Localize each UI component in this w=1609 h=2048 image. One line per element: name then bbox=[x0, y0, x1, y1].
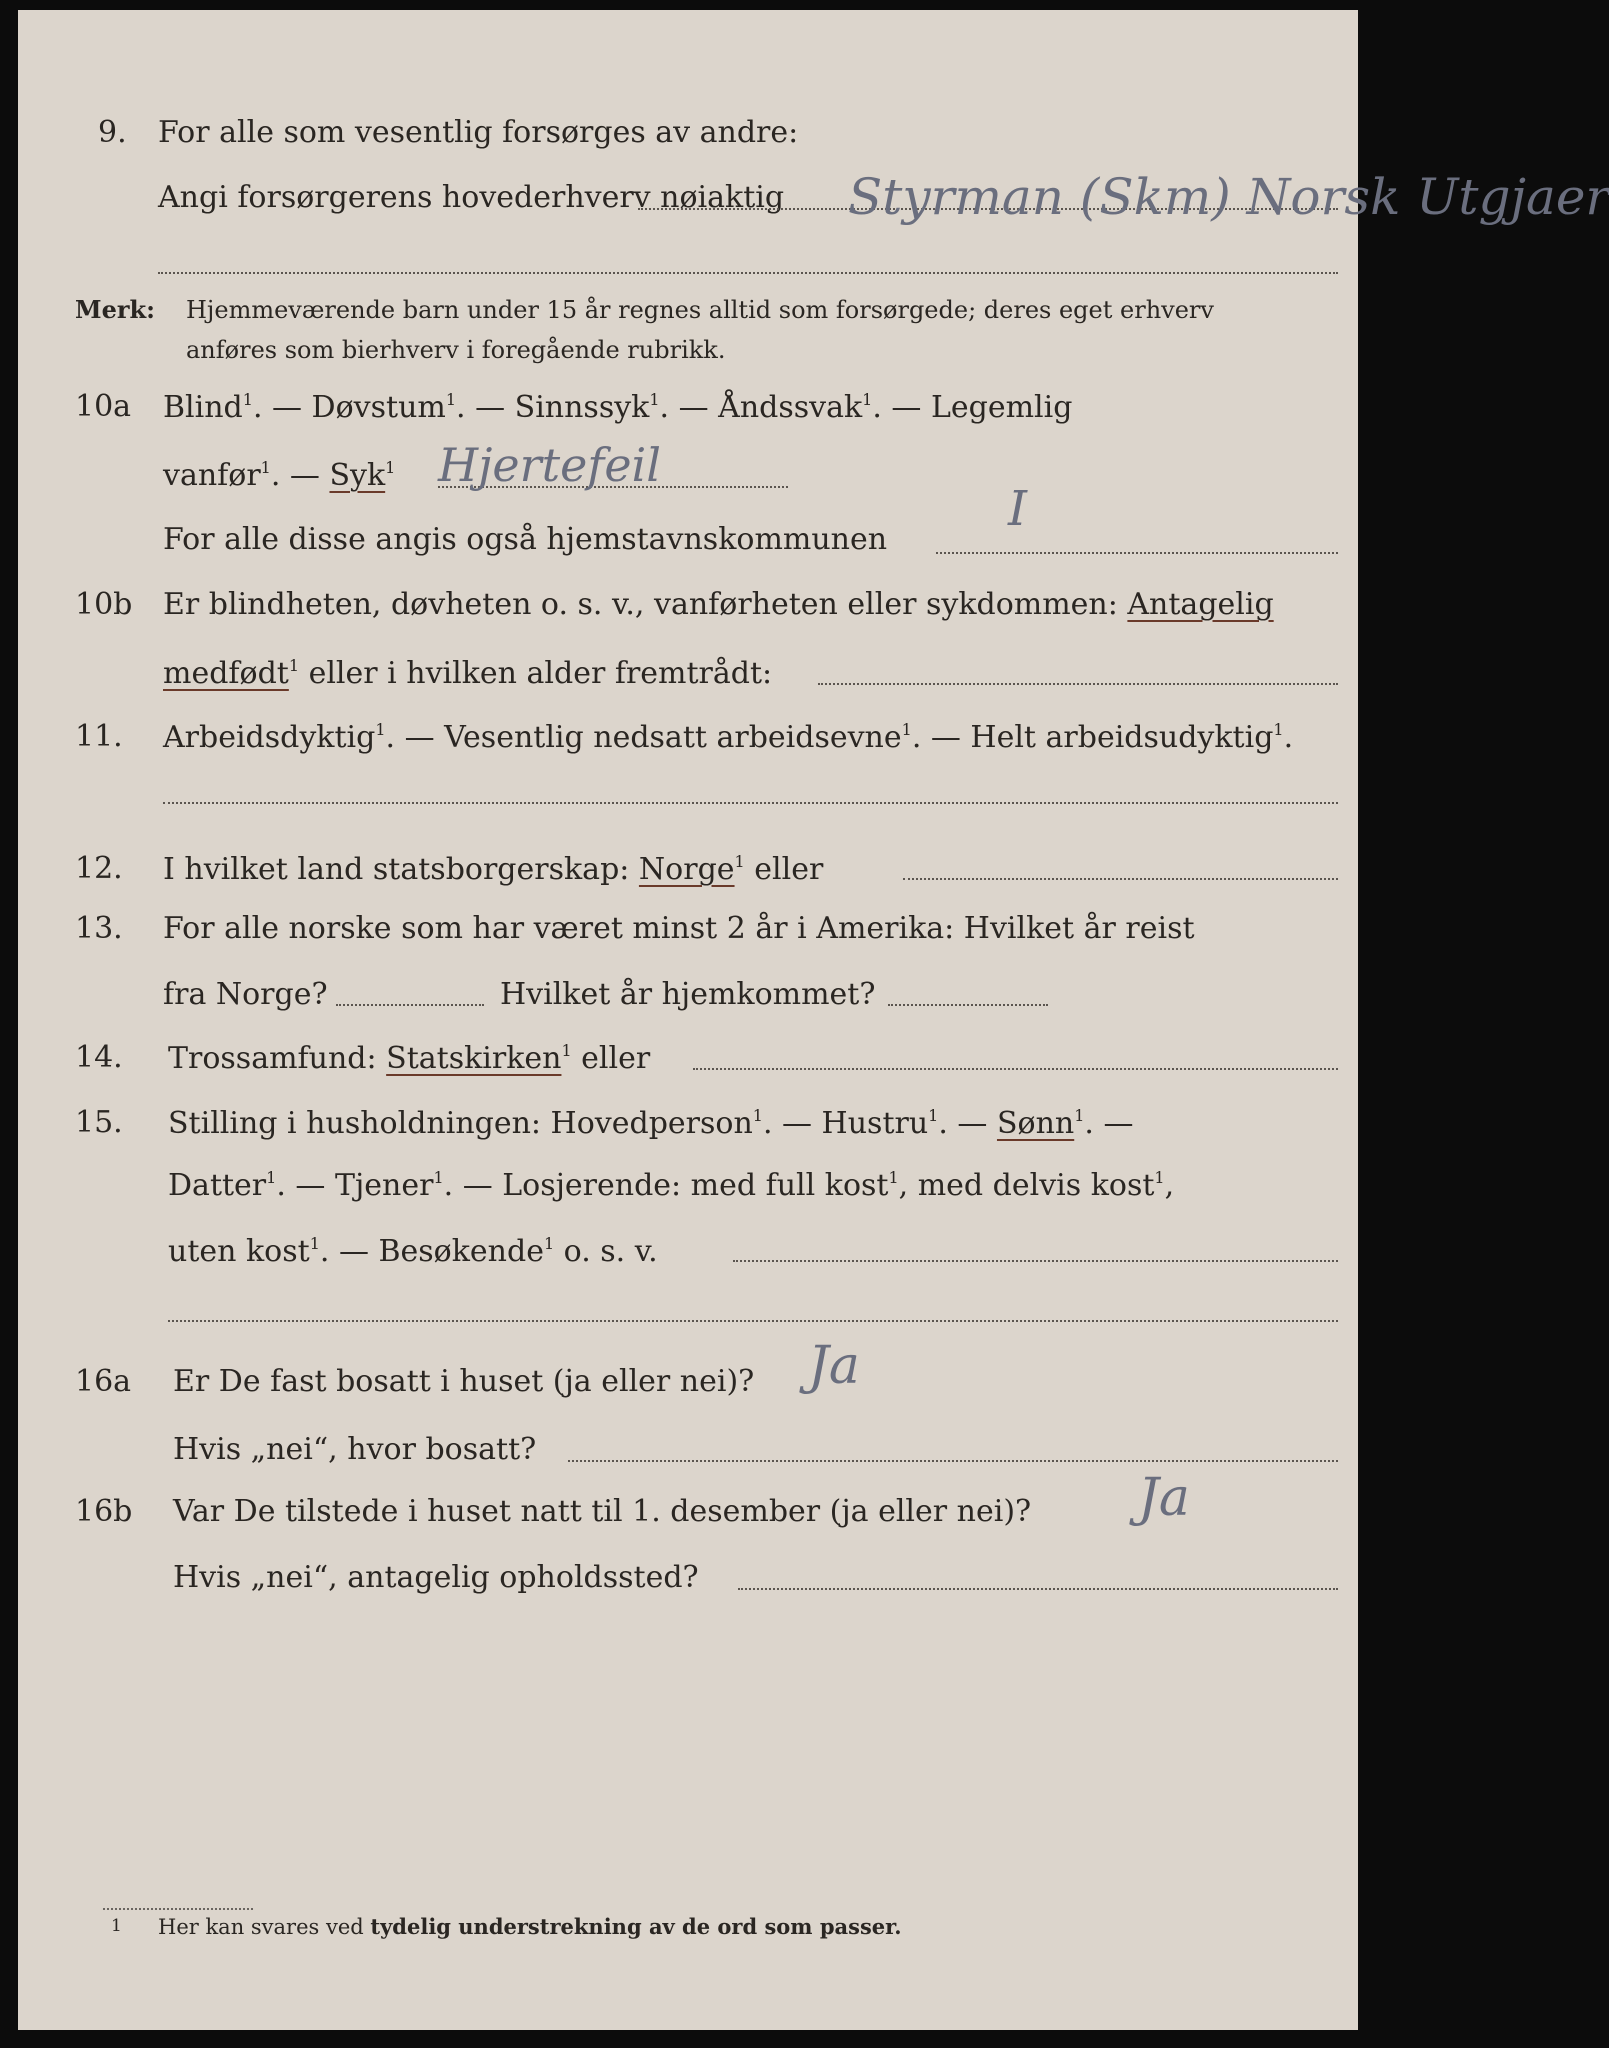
q13-reist-line bbox=[336, 1004, 484, 1006]
q9-answer-line-2 bbox=[158, 272, 1338, 274]
q9-line2: Angi forsørgerens hovederhverv nøiaktig bbox=[158, 180, 785, 215]
q15-answer-line bbox=[733, 1260, 1338, 1262]
footnote-rule bbox=[103, 1908, 253, 1910]
q10a-number: 10a bbox=[75, 389, 132, 424]
footnote-mark: 1 bbox=[111, 1916, 122, 1936]
merk-label: Merk: bbox=[75, 295, 155, 324]
q10a-line1: Blind$^1$. — Døvstum$^1$. — Sinnssyk$^1$. — Åndssvak$^1$. — Legemlig bbox=[163, 390, 1073, 425]
q14-answer-line bbox=[693, 1068, 1338, 1070]
q15-answer-line-2 bbox=[168, 1320, 1338, 1322]
q11-answer-line bbox=[163, 802, 1338, 804]
q16a-number: 16a bbox=[75, 1364, 132, 1399]
q16b-answer-line bbox=[738, 1588, 1338, 1590]
q16b-line1: Var De tilstede i huset natt til 1. desember (ja eller nei)? bbox=[173, 1494, 1032, 1529]
q10b-answer-line bbox=[818, 683, 1338, 685]
q16b-line2: Hvis „nei“, antagelig opholdssted? bbox=[173, 1560, 699, 1595]
q11-number: 11. bbox=[75, 719, 123, 754]
q10b-line1: Er blindheten, døvheten o. s. v., vanførheten eller sykdommen: Antagelig bbox=[163, 587, 1274, 622]
q16b-answer: Ja bbox=[1138, 1468, 1190, 1528]
q12-number: 12. bbox=[75, 851, 123, 886]
merk-line2: anføres som bierhverv i foregående rubrikk. bbox=[186, 336, 726, 364]
q16a-answer: Ja bbox=[808, 1336, 860, 1396]
q14-line1: Trossamfund: Statskirken$^1$ eller bbox=[168, 1041, 651, 1076]
q9-number: 9. bbox=[98, 115, 127, 150]
q16a-line2: Hvis „nei“, hvor bosatt? bbox=[173, 1432, 537, 1467]
q9-line1: For alle som vesentlig forsørges av andre: bbox=[158, 115, 799, 150]
q10a-line3: For alle disse angis også hjemstavnskommunen bbox=[163, 522, 888, 557]
q16b-number: 16b bbox=[75, 1494, 133, 1529]
q11-line1: Arbeidsdyktig$^1$. — Vesentlig nedsatt arbeidsevne$^1$. — Helt arbeidsudyktig$^1$. bbox=[163, 720, 1294, 755]
merk-line1: Hjemmeværende barn under 15 år regnes alltid som forsørgede; deres eget erhverv bbox=[186, 296, 1214, 324]
q13-line2a: fra Norge? bbox=[163, 977, 328, 1012]
q15-line1: Stilling i husholdningen: Hovedperson$^1$. — Hustru$^1$. — Sønn$^1$. — bbox=[168, 1106, 1134, 1141]
q14-number: 14. bbox=[75, 1040, 123, 1075]
q10b-line2: medfødt$^1$ eller i hvilken alder fremtrådt: bbox=[163, 656, 773, 691]
q15-line3: uten kost$^1$. — Besøkende$^1$ o. s. v. bbox=[168, 1234, 658, 1269]
footnote-text: Her kan svares ved tydelig understrekning av de ord som passer. bbox=[158, 1914, 902, 1939]
q12-answer-line bbox=[903, 878, 1338, 880]
q13-line1: For alle norske som har været minst 2 år i Amerika: Hvilket år reist bbox=[163, 911, 1195, 946]
q13-number: 13. bbox=[75, 911, 123, 946]
q10a-kommune-line bbox=[936, 552, 1338, 554]
q10b-number: 10b bbox=[75, 587, 133, 622]
q15-line2: Datter$^1$. — Tjener$^1$. — Losjerende: med full kost$^1$, med delvis kost$^1$, bbox=[168, 1168, 1175, 1203]
form-page bbox=[18, 10, 1609, 2030]
q9-answer: Styrman (Skm) Norsk Utgjaer bbox=[848, 168, 1609, 226]
q13-line2b: Hvilket år hjemkommet? bbox=[500, 977, 876, 1012]
q13-hjem-line bbox=[888, 1004, 1048, 1006]
q10a-syk-answer: Hjertefeil bbox=[438, 438, 661, 492]
q16a-line1: Er De fast bosatt i huset (ja eller nei)? bbox=[173, 1364, 755, 1399]
q12-line1: I hvilket land statsborgerskap: Norge$^1$ eller bbox=[163, 852, 824, 887]
q15-number: 15. bbox=[75, 1105, 123, 1140]
q10a-line2: vanfør$^1$. — Syk$^1$ bbox=[163, 458, 396, 493]
q10a-kommune-answer: I bbox=[1008, 481, 1027, 537]
q16a-answer-line bbox=[568, 1460, 1338, 1462]
